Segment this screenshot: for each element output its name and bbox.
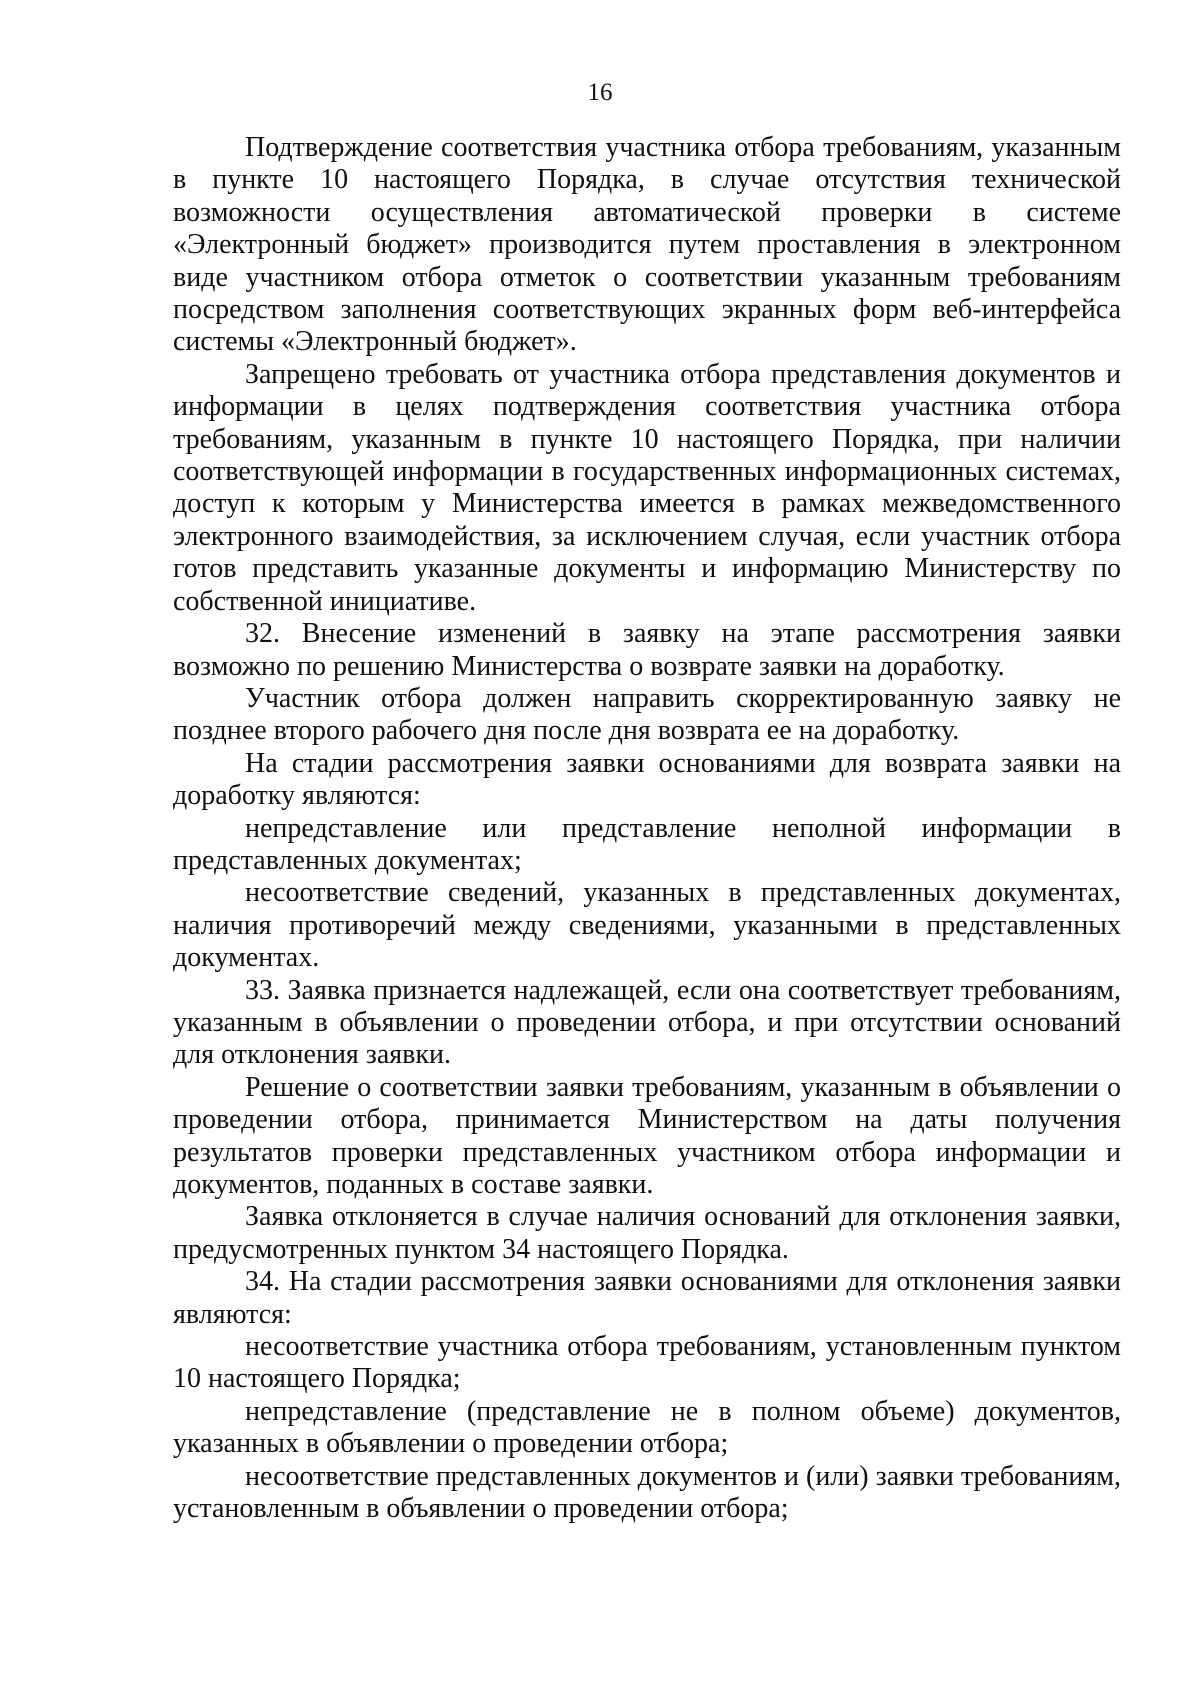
list-item: несоответствие участника отбора требованиям, установленным пунктом 10 настоящего Порядка; [173,1331,1121,1395]
page-number: 16 [587,79,613,106]
paragraph: Решение о соответствии заявки требованиям, указанным в объявлении о проведении отбора, принимается Министерством на даты получения результатов проверки представленных участником отбора информации и документов, поданных в составе заявки. [173,1071,1121,1200]
list-item: несоответствие представленных документов и (или) заявки требованиям, установленным в объявлении о проведении отбора; [173,1460,1121,1525]
list-item: непредставление (представление не в полном объеме) документов, указанных в объявлении о проведении отбора; [173,1395,1121,1460]
paragraph: Запрещено требовать от участника отбора представления документов и информации в целях подтверждения соответствия участника отбора требованиям, указанным в пункте 10 настоящего Порядка, при наличии соответствующей информации в государственных информационных системах, доступ к которым у Министерства имеется в рамках межведомственного электронного взаимодействия, за исключением случая, если участник отбора готов представить указанные документы и информацию Министерству по собственной инициативе. [173,358,1121,617]
paragraph-clause-33: 33. Заявка признается надлежащей, если она соответствует требованиям, указанным в объявлении о проведении отбора, и при отсутствии оснований для отклонения заявки. [173,974,1121,1071]
list-item: несоответствие сведений, указанных в представленных документах, наличия противоречий между сведениями, указанными в представленных документах. [173,877,1121,974]
paragraph: Участник отбора должен направить скорректированную заявку не позднее второго рабочего дня после дня возврата ее на доработку. [173,682,1121,747]
paragraph: На стадии рассмотрения заявки основаниями для возврата заявки на доработку являются: [173,747,1121,812]
document-body [173,132,1121,1525]
paragraph-clause-32: 32. Внесение изменений в заявку на этапе рассмотрения заявки возможно по решению Министерства о возврате заявки на доработку. [173,618,1121,682]
list-item: непредставление или представление неполной информации в представленных документах; [173,812,1121,876]
paragraph-clause-34: 34. На стадии рассмотрения заявки основаниями для отклонения заявки являются: [173,1266,1121,1330]
paragraph: Заявка отклоняется в случае наличия оснований для отклонения заявки, предусмотренных пунктом 34 настоящего Порядка. [173,1201,1121,1265]
paragraph: Подтверждение соответствия участника отбора требованиям, указанным в пункте 10 настоящего Порядка, в случае отсутствия технической возможности осуществления автоматической проверки в системе «Электронный бюджет» производится путем проставления в электронном виде участником отбора отметок о соответствии указанным требованиям посредством заполнения соответствующих экранных форм веб-интерфейса системы «Электронный бюджет». [173,132,1121,358]
